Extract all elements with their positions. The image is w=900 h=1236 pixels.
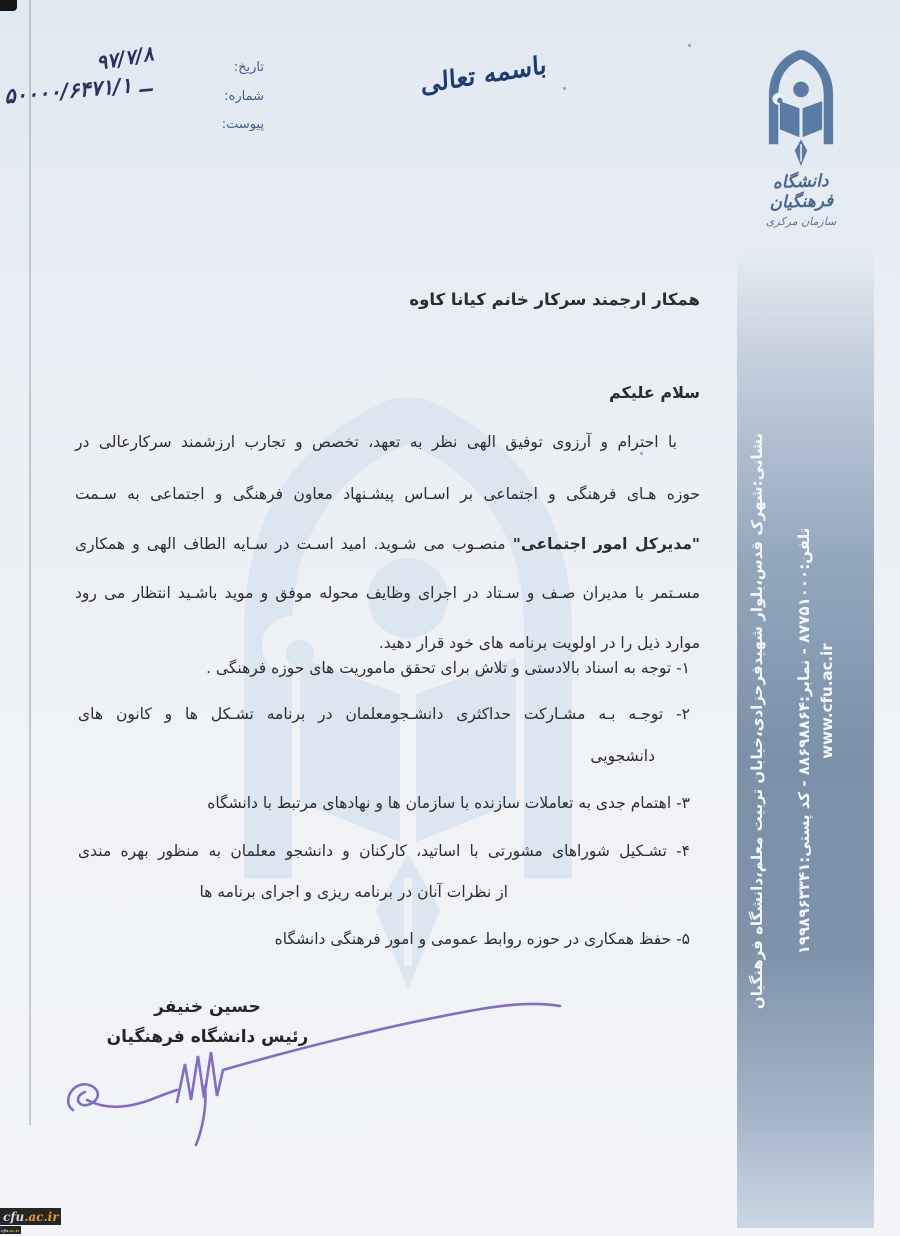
cfu-badge-suffix: .ac.ir: [24, 1209, 59, 1224]
cfu-badge-prefix: cfu: [3, 1209, 25, 1224]
list-item-4: ۴- تشـکیل شوراهای مشورتی با اساتید، کارکنان و دانشجو معلمان به منظور بهره مندی: [78, 842, 690, 860]
list-item-2: ۲- توجـه بـه مشـارکت حداکثری دانشـجومعلمان در برنامه تشـکل ها و کانون های: [78, 705, 690, 723]
university-logo-block: [742, 50, 860, 228]
scan-speck: [688, 44, 691, 47]
handwritten-number: ۵۰۰۰۰/۶۴۷۱/۱ ــ: [3, 71, 153, 109]
list-item-2-continuation: دانشجویی: [590, 747, 655, 765]
letterhead-address: نشانی:شهرک قدس،بلوار شهیدفرحزادی،خیابان تربیت معلم،دانشگاه فرهنگیان: [748, 433, 766, 1010]
list-item-1: ۱- توجه به اسناد بالادستی و تلاش برای تحقق ماموریت های حوزه فرهنگی .: [206, 659, 690, 677]
university-emblem-icon: [754, 50, 848, 168]
signer-title: رئیس دانشگاه فرهنگیان: [106, 1027, 309, 1047]
cfu-watermark-badge-small: [0, 1226, 21, 1234]
date-label: تاریخ:: [233, 60, 264, 75]
scan-speck: [563, 87, 566, 90]
paragraph-line-4: مسـتمر با مدیران صـف و سـتاد در اجرای وظایف محوله موفق و موید باشـید انتظار می رود: [75, 584, 700, 602]
besmele-calligraphy: باسمه تعالی: [420, 49, 548, 100]
cfu-badge-small-suffix: .ac.ir: [8, 1227, 20, 1233]
list-item-5: ۵- حفظ همکاری در حوزه روابط عمومی و امور فرهنگی دانشگاه: [274, 930, 690, 948]
university-name: دانشگاه فرهنگیان: [769, 171, 834, 214]
paragraph-line-1: با احترام و آرزوی توفیق الهی نظر به تعهد، تخصص و تجارب ارزشمند سرکارعالی در: [75, 433, 677, 451]
list-item-4-continuation: از نظرات آنان در برنامه ریزی و اجرای برنامه ها: [199, 883, 508, 901]
list-item-3: ۳- اهتمام جدی به تعاملات سازنده با سازمان ها و نهادهای مرتبط با دانشگاه: [207, 794, 690, 812]
university-subtitle: سازمان مرکزی: [765, 215, 837, 228]
cfu-badge-small-prefix: cfu: [1, 1227, 9, 1233]
handwritten-signature: [55, 990, 575, 1150]
appointment-title: "مدیرکل امور اجتماعی": [512, 535, 700, 553]
letterhead-contact: تلفن:۸۷۷۵۱۰۰۰ - نمابر:۸۸۶۹۸۸۶۴ - کد پستی:۱۹۹۸۹۶۳۳۴۱: [795, 527, 813, 955]
handwritten-date: ۹۷/۷/۸: [94, 41, 156, 75]
paragraph-line-2: حوزه هـای فرهنگی و اجتماعی بر اسـاس پیشـنهاد معاون فرهنگی و اجتماعی به سـمت: [75, 485, 700, 503]
paragraph-line-5: موارد ذیل را در اولویت برنامه های خود قرار دهید.: [378, 634, 700, 652]
signer-name: حسین خنیفر: [154, 997, 261, 1017]
attachment-label: پیوست:: [221, 117, 264, 132]
scan-edge-line: [29, 0, 31, 1125]
scan-corner-mark: [0, 0, 17, 11]
letterhead-website: www.cfu.ac.ir: [818, 643, 836, 759]
paragraph-line-3-rest: منصـوب می شـوید. امید اسـت در سـایه الطاف الهی و همکاری: [75, 535, 513, 553]
recipient-line: همکار ارجمند سرکار خانم کیانا کاوه: [409, 290, 700, 309]
salutation-line: سلام علیکم: [608, 383, 700, 402]
cfu-watermark-badge: [0, 1208, 61, 1225]
number-label: شماره:: [224, 89, 264, 104]
paragraph-line-3: [75, 532, 700, 556]
